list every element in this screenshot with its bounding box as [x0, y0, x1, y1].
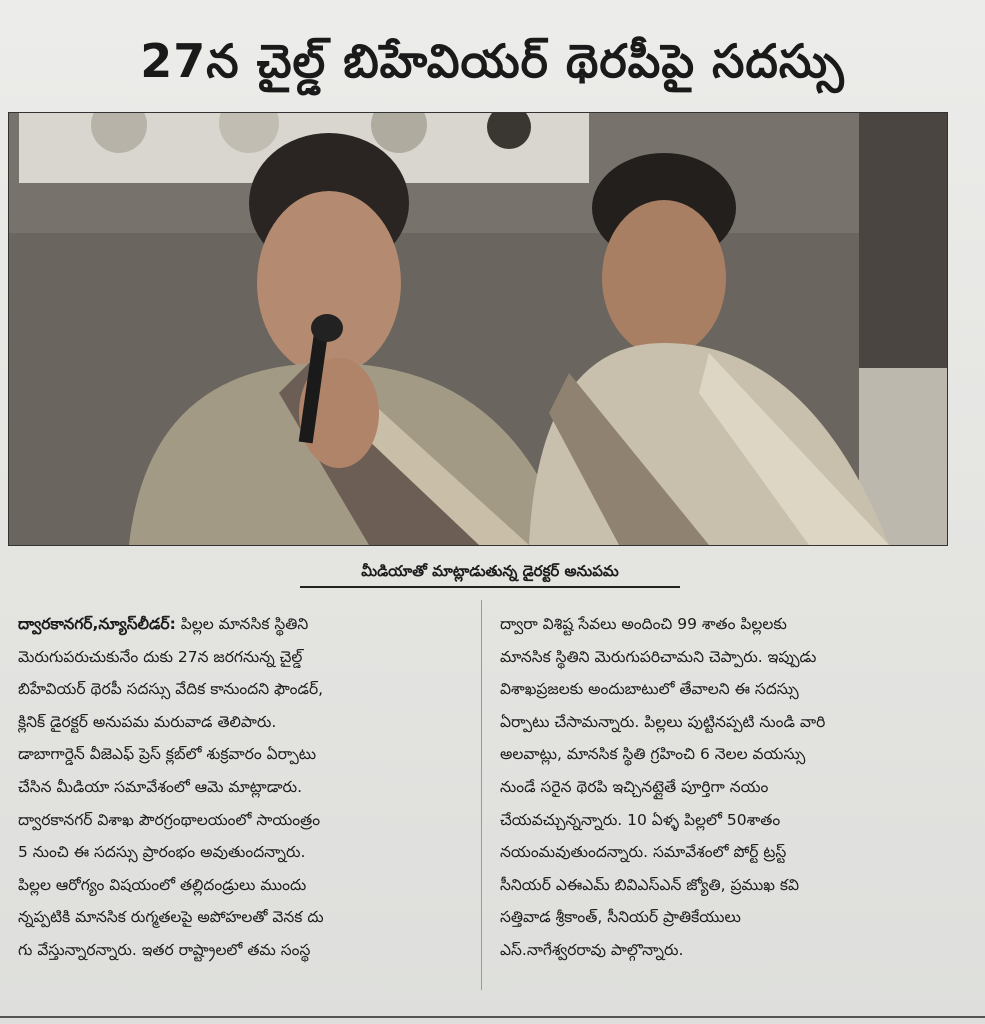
text-line: అలవాట్లు, మానసిక స్థితి గ్రహించి 6 నెలల వయస్సు: [500, 745, 806, 764]
text-line: ద్వారకానగర్ విశాఖ పౌరగ్రంథాలయంలో సాయంత్రం: [18, 810, 321, 829]
news-photo: [8, 112, 948, 546]
photo-illustration: [9, 113, 947, 545]
article-column-right: [500, 608, 950, 967]
dateline: ద్వారకానగర్,న్యూస్‌లీడర్:: [18, 615, 176, 633]
text-line: చేసిన మీడియా సమావేశంలో ఆమె మాట్లాడారు.: [18, 777, 303, 796]
text-line: సత్తివాడ శ్రీకాంత్, సీనియర్ ప్రాతికేయులు: [500, 908, 741, 927]
text-line: గు వేస్తున్నారన్నారు. ఇతర రాష్ట్రాలలో తమ సంస్థ: [18, 940, 311, 959]
text-line: సీనియర్ ఎఈఎమ్ బివిఎస్ఎన్ జ్యోతి, ప్రముఖ కవి: [500, 875, 799, 894]
headline: 27న చైల్డ్ బిహేవియర్ థెరపీపై సదస్సు: [140, 34, 845, 88]
article-column-left: [18, 608, 468, 967]
text-line: నుండే సరైన థెరపి ఇచ్చినట్లైతే పూర్తిగా నయం: [500, 777, 769, 796]
text-line: న్నప్పటికి మానసిక రుగ్మతలపై అపోహలతో వెనక దు: [18, 908, 324, 927]
text-line: పిల్లల ఆరోగ్యం విషయంలో తల్లిదండ్రులు ముందు: [18, 875, 307, 894]
column-divider: [481, 600, 482, 990]
text-line: క్లినిక్ డైరక్టర్ అనుపమ మరువాడ తెలిపారు.: [18, 712, 277, 731]
text-line-content: పిల్లల మానసిక స్థితిని: [175, 615, 309, 633]
text-line: [18, 608, 468, 641]
text-line: నయంమవుతుందన్నారు. సమావేశంలో పోర్ట్ ట్రస్ట్: [500, 843, 787, 862]
text-line: విశాఖప్రజలకు అందుబాటులో తేవాలని ఈ సదస్సు: [500, 680, 799, 699]
text-line: బిహేవియర్ థెరపీ సదస్సు వేదిక కానుందని ఫౌండర్,: [18, 680, 324, 699]
text-line: డాబాగార్డెన్ వీజెఎఫ్ ప్రెస్ క్లబ్‌లో శుక్రవారం ఏర్పాటు: [18, 745, 317, 764]
text-line: మానసిక స్థితిని మెరుగుపరిచామని చెప్పారు. ఇప్పుడు: [500, 647, 817, 666]
text-line: చేయవచ్చున్నన్నారు. 10 ఏళ్ళ పిల్లలో 50శాతం: [500, 810, 781, 829]
text-line: మెరుగుపరుచుకునేం దుకు 27న జరగనున్న చైల్డ్: [18, 647, 303, 666]
photo-caption: మీడియాతో మాట్లాడుతున్న డైరక్టర్ అనుపమ: [300, 556, 680, 588]
text-line: ద్వారా విశిష్ట సేవలు అందించి 99 శాతం పిల్లలకు: [500, 615, 787, 633]
text-line: 5 నుంచి ఈ సదస్సు ప్రారంభం అవుతుందన్నారు.: [18, 843, 306, 862]
bottom-rule: [0, 1016, 985, 1018]
text-line: ఎస్.నాగేశ్వరరావు పాల్గొన్నారు.: [500, 940, 684, 959]
text-line: ఏర్పాటు చేసామన్నారు. పిల్లలు పుట్టినప్పటి నుండి వారి: [500, 712, 826, 731]
